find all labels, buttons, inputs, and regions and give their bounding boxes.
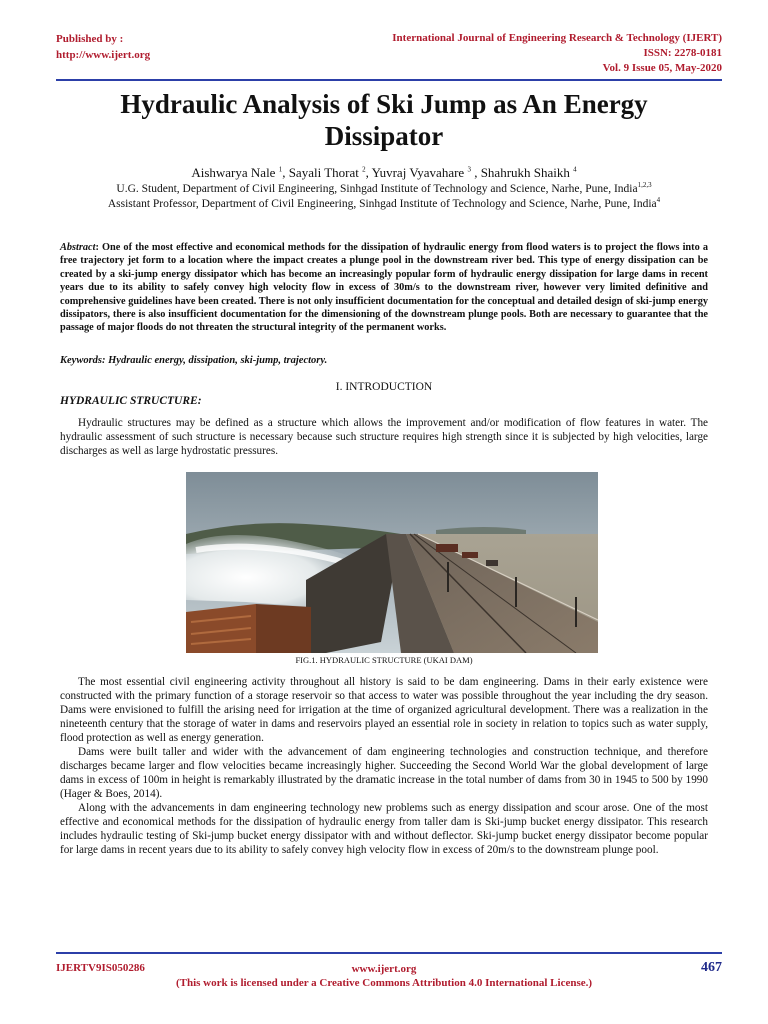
body-text (60, 675, 708, 857)
footer-url-link[interactable]: www.ijert.org (351, 963, 417, 975)
author-superscript: 4 (573, 165, 577, 174)
journal-info-block (392, 31, 722, 76)
paper-id: IJERTV9IS050286 (56, 962, 145, 974)
author-superscript: 2 (362, 165, 366, 174)
volume-issue: Vol. 9 Issue 05, May-2020 (602, 62, 722, 74)
abstract-text: One of the most effective and economical methods for the dissipation of hydraulic energy from flood waters is to project the flows into a free trajectory jet form to a location where the impact creates a plunge pool in the downstream river bed. This type of energy dissipation can be created by a ski-jump energy dissipator which has become an increasingly popular form of hydraulic energy dissipation for large dams in recent years due to its ability to safely convey high velocity flow in excess of 30m/s to the downstream river, however very limited definitive and comprehensive guidelines have been created. There is not only insufficient documentation for the conceptual and detailed design of ski-jump energy dissipators, there is also insufficient documentation for the dimensioning of the downstream plunge pools. Both are necessary to guarantee that the passage of major floods do not threaten the structural integrity of the permanent works. (60, 242, 708, 334)
header-rule (56, 79, 722, 81)
author-name: Sayali Thorat (288, 165, 359, 180)
figure-caption: FIG.1. HYDRAULIC STRUCTURE (UKAI DAM) (295, 655, 473, 665)
author-name: Aishwarya Nale (191, 165, 276, 180)
publisher-block (56, 31, 150, 63)
journal-name: International Journal of Engineering Research & Technology (IJERT) (392, 32, 722, 44)
subsection-heading: HYDRAULIC STRUCTURE: (60, 395, 202, 407)
published-by-label: Published by : (56, 33, 124, 45)
author-superscript: 3 (467, 165, 471, 174)
paragraph: Hydraulic structures may be defined as a structure which allows the improvement and/or modification of flow features in water. The hydraulic assessment of such structure is necessary because such structure requires high strength since it is subjected by high velocities, large discharges as well as large hydrostatic pressures. (60, 417, 708, 457)
license-note: (This work is licensed under a Creative Commons Attribution 4.0 International License.) (175, 977, 593, 989)
journal-url-link[interactable]: http://www.ijert.org (56, 49, 151, 61)
affiliation-students: U.G. Student, Department of Civil Engineering, Sinhgad Institute of Technology and Science, Narhe, Pune, India$^{1,2,3}$ (116, 181, 652, 195)
abstract: Abstract: One of the most effective and economical methods for the dissipation of hydraulic energy from flood waters is to project the flows into a free trajectory jet form to a location where the impact creates a plunge pool in the downstream river bed. This type of energy dissipation can be created by a ski-jump energy dissipator which has become an increasingly popular form of hydraulic energy dissipation for large dams in recent years due to its ability to safely convey high velocity flow in excess of 30m/s to the downstream river, however very limited definitive and comprehensive guidelines have been created. There is not only insufficient documentation for the conceptual and detailed design of ski-jump energy dissipators, there is also insufficient documentation for the dimensioning of the downstream plunge pools. Both are necessary to guarantee that the passage of major floods do not threaten the structural integrity of the permanent works. (60, 242, 708, 334)
paragraph: The most essential civil engineering activity throughout all history is said to be dam engineering. Dams in their early existence were constructed with the primary function of a storage reservoir so that access to water was possible throughout the year including the dry season. Dams were envisioned to fulfill the arising need for irrigation at the time of organized agricultural development. There was a realization in the nineteenth century that the storage of water in dams and reservoirs played an essential role in society in relation to topics such as water supply, flood protection as well as energy generation. (60, 676, 708, 744)
paragraph: Dams were built taller and wider with the advancement of dam engineering technologies and construction technique, and therefore discharges became larger and flow velocities became increasingly higher. Succeeding the Second World War the global development of large dams in excess of 100m in height is remarkably illustrated by the dramatic increase in the total number of dams from 30 in 1945 to 500 by 1990 (Hager & Boes, 2014). (60, 746, 708, 800)
author-name: Yuvraj Vyavahare (371, 165, 465, 180)
page-number: 467 (701, 960, 722, 975)
footer-center (0, 962, 768, 990)
paper-title: Hydraulic Analysis of Ski Jump as An Energy Dissipator (120, 89, 648, 151)
affiliation-professor: Assistant Professor, Department of Civil Engineering, Sinhgad Institute of Technology and Science, Narhe, Pune, India$^4$ (107, 196, 661, 210)
author-superscript: 1 (278, 165, 283, 174)
footer-rule (56, 952, 722, 954)
issn: ISSN: 2278-0181 (643, 47, 722, 59)
dam-spillway-image (186, 472, 598, 653)
dam-photo-figure (186, 472, 598, 653)
section-heading: I. INTRODUCTION (335, 381, 433, 393)
paragraph: Along with the advancements in dam engineering technology new problems such as energy dissipation and scour arose. One of the most effective and economical methods for the dissipation of hydraulic energy from taller dam is Ski-jump bucket energy dissipator. This research includes hydraulic testing of Ski-jump bucket energy dissipator with and without deflector. Ski-jump bucket energy dissipator become popular for large dams in recent years due to its ability to safely convey high velocity flow in excess of 20m/s to the downstream plunge pool. (60, 802, 708, 856)
author-list: Aishwarya Nale $^1$, Sayali Thorat $^2$, Yuvraj Vyavahare $^3$ , Shahrukh Shaikh $^4$ (191, 165, 577, 180)
keywords: Keywords: Hydraulic energy, dissipation, ski-jump, trajectory. (60, 355, 328, 366)
affiliations (70, 182, 698, 212)
author-name: Shahrukh Shaikh (480, 165, 570, 180)
abstract-label: Abstract (60, 242, 96, 253)
